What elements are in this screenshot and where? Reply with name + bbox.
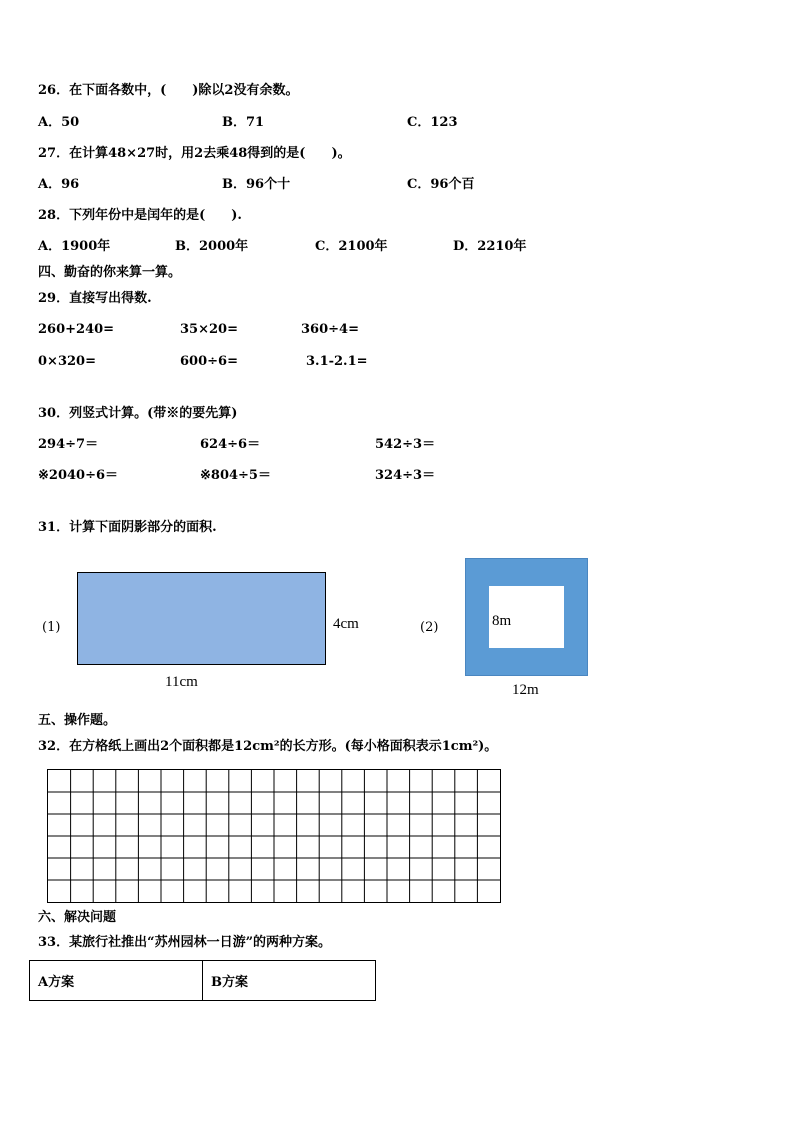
grid-lines (48, 770, 500, 902)
rectangle-width-label: 11cm (165, 674, 198, 690)
figure-2-label: (2) (420, 620, 439, 635)
q26-option-b: B．71 (222, 115, 265, 130)
q30-item: 324÷3＝ (375, 468, 436, 483)
q26-text: 26．在下面各数中，( )除以2没有余数。 (38, 83, 299, 98)
section-5-heading: 五、操作题。 (38, 713, 117, 728)
q29-item: 3.1-2.1= (306, 354, 368, 369)
q28-text: 28．下列年份中是闰年的是( ). (38, 208, 242, 223)
square-grid-paper[interactable] (47, 769, 501, 903)
q26-option-a: A．50 (38, 115, 80, 130)
plan-table (29, 960, 376, 1001)
outer-square-side-label: 12m (512, 682, 539, 698)
q28-option-a: A．1900年 (38, 239, 111, 254)
q32-text: 32．在方格纸上画出2个面积都是12cm²的长方形。(每小格面积表示1cm²)。 (38, 739, 498, 754)
inner-square-side-label: 8m (492, 613, 512, 629)
q29-item: 35×20= (180, 322, 238, 337)
q30-item: 624÷6＝ (200, 437, 261, 452)
q27-option-b: B．96个十 (222, 177, 291, 192)
plan-a-header: A方案 (30, 961, 203, 1001)
q30-item: ※804÷5＝ (200, 468, 271, 483)
plan-b-header: B方案 (203, 961, 376, 1001)
q29-item: 260+240= (38, 322, 115, 337)
q30-item: ※2040÷6＝ (38, 468, 119, 483)
q30-text: 30．列竖式计算。(带※的要先算) (38, 406, 238, 421)
q27-option-c: C．96个百 (407, 177, 475, 192)
figure-1-label: (1) (42, 620, 61, 635)
q27-text: 27．在计算48×27时，用2去乘48得到的是( )。 (38, 146, 351, 161)
section-4-heading: 四、勤奋的你来算一算。 (38, 265, 182, 280)
q30-item: 294÷7＝ (38, 437, 99, 452)
q28-option-c: C．2100年 (315, 239, 388, 254)
q30-item: 542÷3＝ (375, 437, 436, 452)
table-row (30, 961, 376, 1001)
q29-item: 600÷6= (180, 354, 238, 369)
rectangle-height-label: 4cm (333, 616, 359, 632)
q29-text: 29．直接写出得数. (38, 291, 152, 306)
q28-option-b: B．2000年 (175, 239, 249, 254)
q29-item: 0×320= (38, 354, 96, 369)
q26-option-c: C．123 (407, 115, 458, 130)
q27-option-a: A．96 (38, 177, 80, 192)
section-6-heading: 六、解决问题 (38, 910, 117, 925)
q31-text: 31．计算下面阴影部分的面积. (38, 520, 217, 535)
q28-option-d: D．2210年 (453, 239, 527, 254)
q29-item: 360÷4= (301, 322, 359, 337)
q33-text: 33．某旅行社推出“苏州园林一日游”的两种方案。 (38, 935, 332, 950)
shaded-rectangle (77, 572, 326, 665)
